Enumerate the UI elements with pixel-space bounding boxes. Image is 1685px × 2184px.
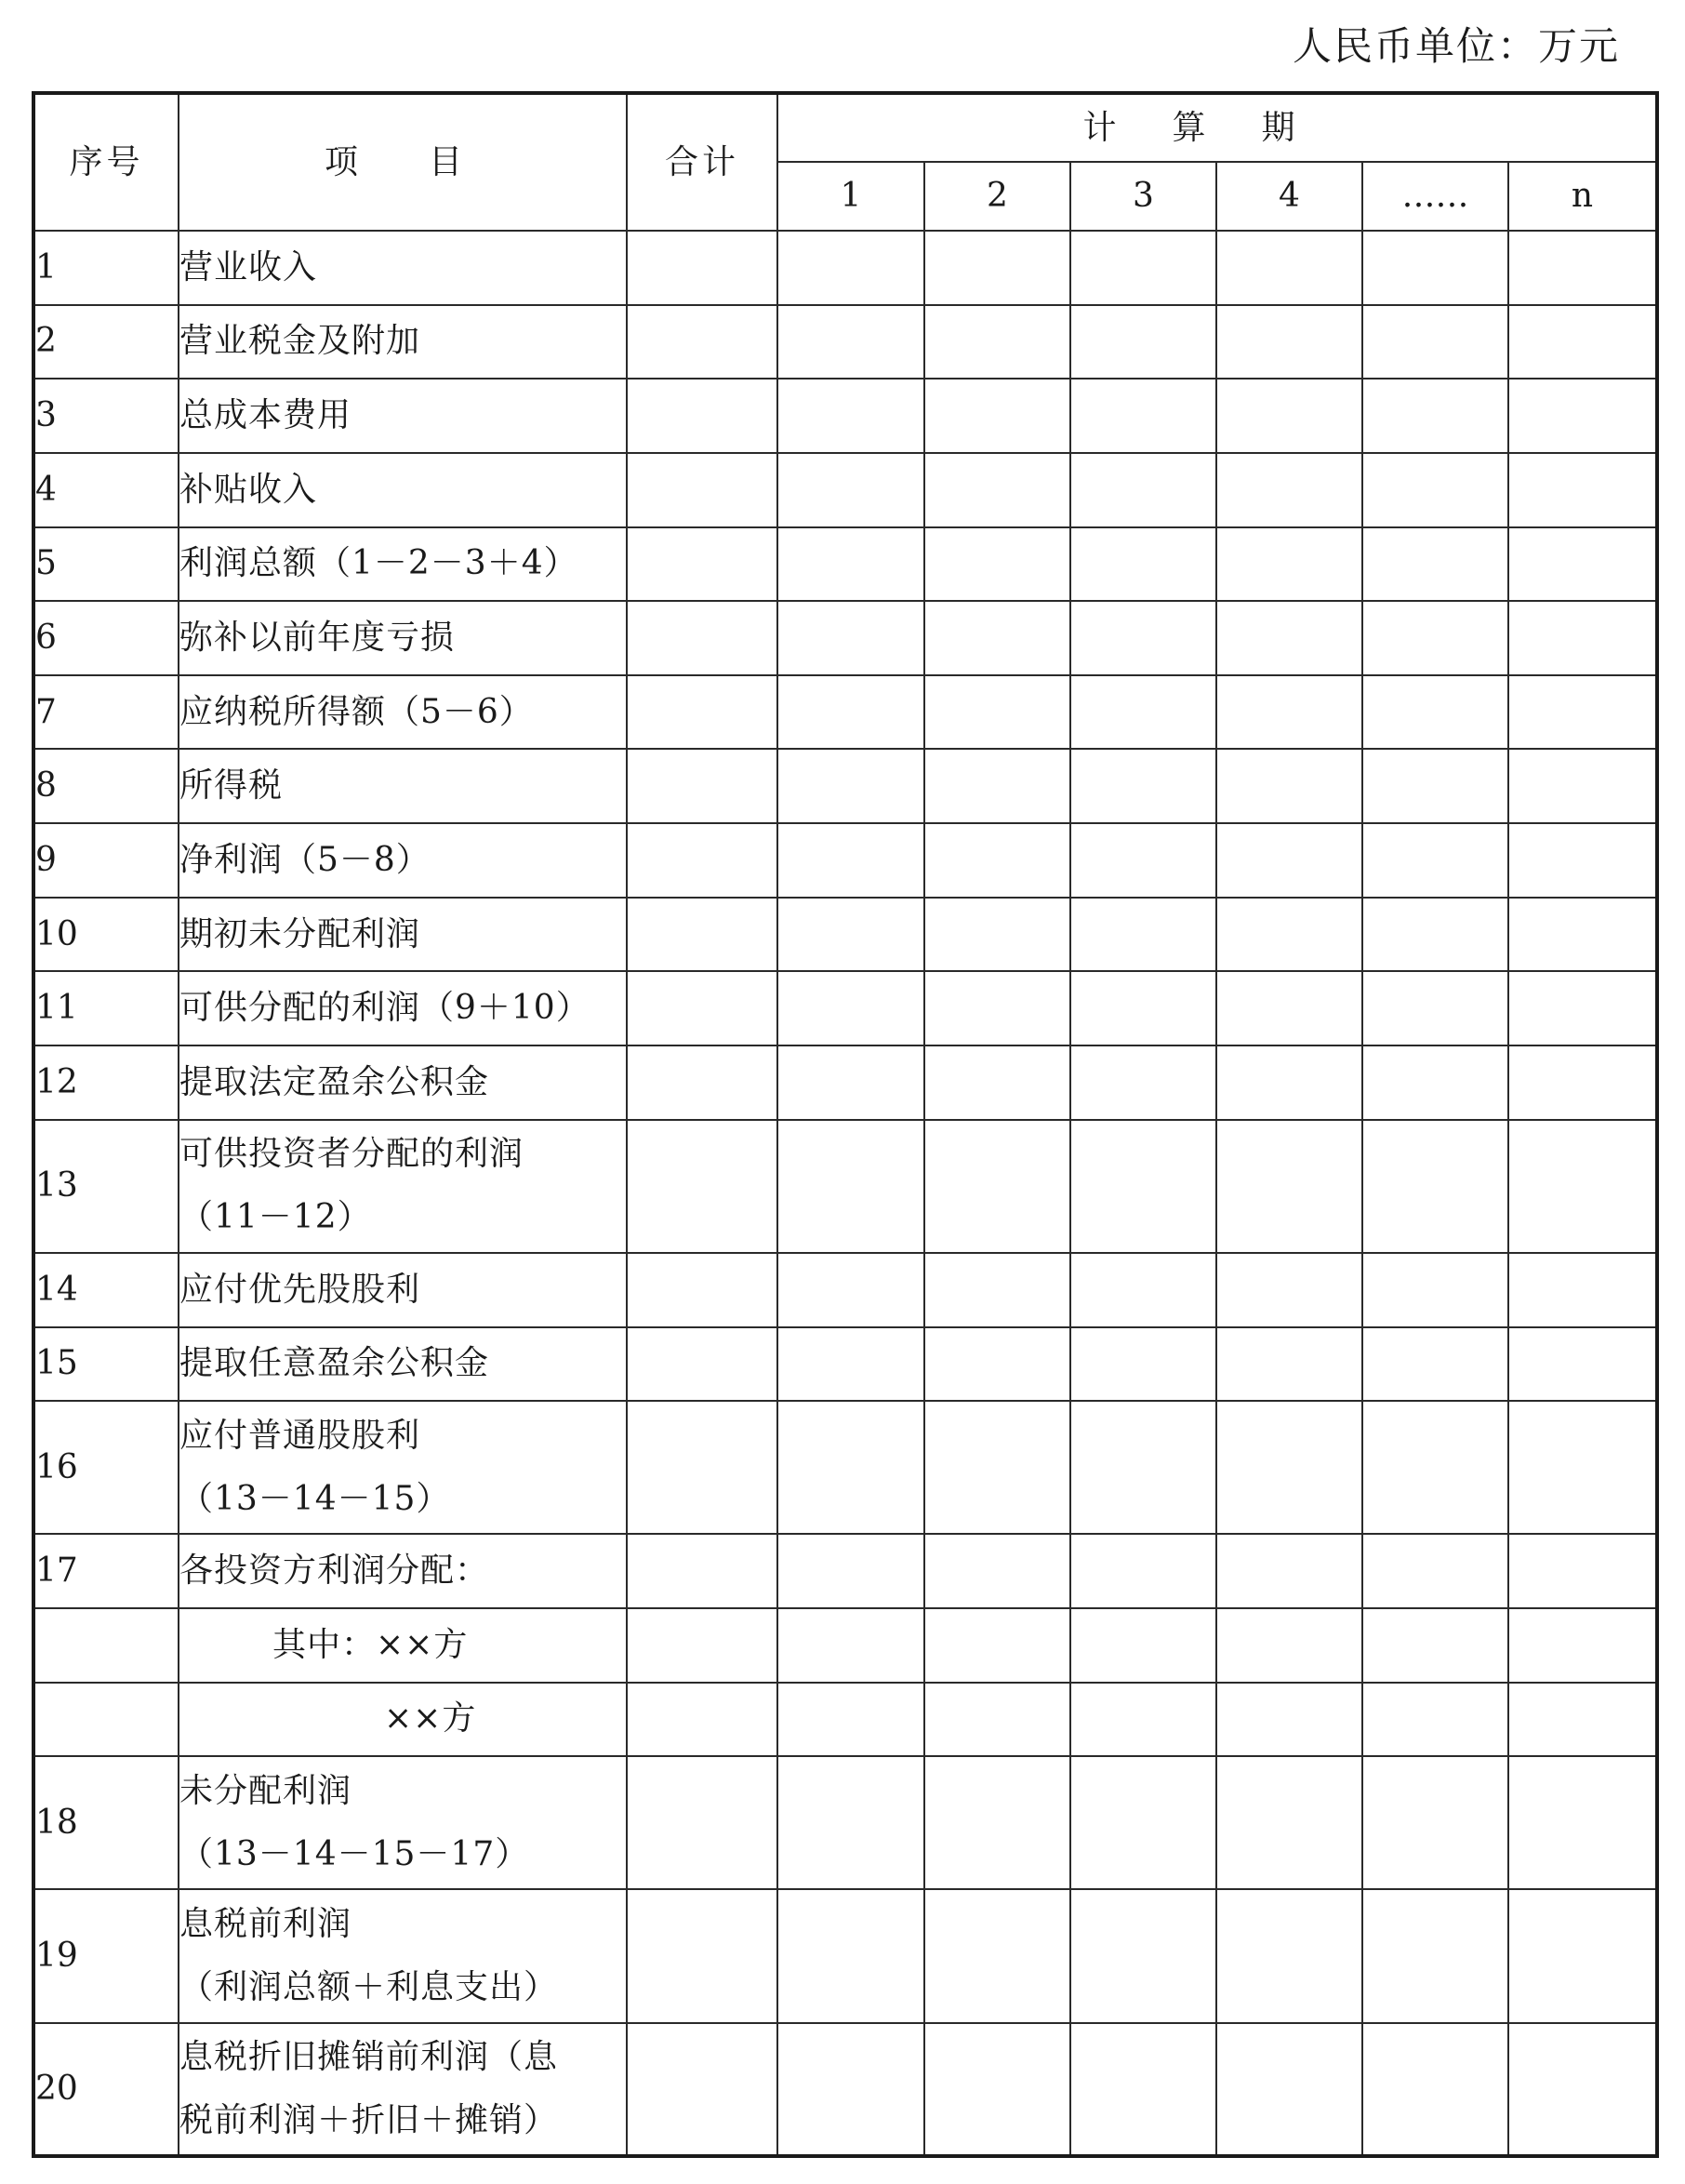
row-item (179, 1889, 627, 2022)
row-item (179, 823, 627, 898)
row-period-n-cell (1508, 1756, 1657, 1889)
header-period-3: 3 (1070, 162, 1216, 231)
row-period-3-cell (1070, 1253, 1216, 1327)
row-period-4-cell (1216, 971, 1362, 1045)
row-period-n-cell (1508, 1253, 1657, 1327)
row-period-3-cell (1070, 675, 1216, 750)
row-period-n-cell (1508, 1683, 1657, 1757)
row-seq: 11 (33, 971, 179, 1045)
row-item-line: 应付优先股股利 (179, 1270, 421, 1309)
row-period-n-cell (1508, 1889, 1657, 2022)
row-period-2-cell (924, 231, 1070, 305)
row-item-line: （13－14－15－17） (179, 1834, 530, 1873)
row-item-line: 税前利润＋折旧＋摊销） (179, 2100, 559, 2139)
row-period-2-cell (924, 898, 1070, 972)
row-period-1-cell (777, 971, 924, 1045)
row-period-ellipsis-cell (1362, 1608, 1508, 1683)
row-seq: 7 (33, 675, 179, 750)
row-period-2-cell (924, 379, 1070, 453)
header-period-ellipsis: …… (1362, 162, 1508, 231)
row-period-2-cell (924, 1045, 1070, 1120)
table-row (33, 601, 1657, 675)
row-period-4-cell (1216, 379, 1362, 453)
row-period-3-cell (1070, 823, 1216, 898)
row-item (179, 1608, 627, 1683)
row-period-2-cell (924, 1534, 1070, 1608)
row-total-cell (627, 823, 777, 898)
row-period-1-cell (777, 1253, 924, 1327)
row-period-2-cell (924, 1401, 1070, 1534)
row-total-cell (627, 1683, 777, 1757)
row-seq: 14 (33, 1253, 179, 1327)
row-period-4-cell (1216, 898, 1362, 972)
row-period-ellipsis-cell (1362, 453, 1508, 527)
row-item (179, 898, 627, 972)
row-total-cell (627, 1889, 777, 2022)
header-row-1 (33, 93, 1657, 162)
row-item-line: 总成本费用 (179, 396, 352, 435)
row-period-2-cell (924, 1683, 1070, 1757)
row-period-1-cell (777, 1608, 924, 1683)
row-item-line: 应付普通股股利 (179, 1416, 421, 1455)
row-item (179, 231, 627, 305)
row-total-cell (627, 971, 777, 1045)
row-seq: 10 (33, 898, 179, 972)
row-item (179, 453, 627, 527)
row-seq: 3 (33, 379, 179, 453)
row-period-ellipsis-cell (1362, 675, 1508, 750)
row-period-4-cell (1216, 601, 1362, 675)
row-item-line: 弥补以前年度亏损 (179, 619, 456, 658)
table-row (33, 898, 1657, 972)
row-seq: 5 (33, 527, 179, 602)
row-period-3-cell (1070, 1401, 1216, 1534)
row-period-1-cell (777, 749, 924, 823)
row-period-4-cell (1216, 1683, 1362, 1757)
row-period-1-cell (777, 453, 924, 527)
table-body (33, 231, 1657, 2156)
unit-note: 人民币单位：万元 (1292, 23, 1620, 69)
row-period-n-cell (1508, 749, 1657, 823)
row-period-n-cell (1508, 971, 1657, 1045)
row-period-n-cell (1508, 1401, 1657, 1534)
header-total: 合计 (627, 93, 777, 231)
row-period-1-cell (777, 1401, 924, 1534)
row-period-1-cell (777, 1120, 924, 1253)
row-period-2-cell (924, 675, 1070, 750)
row-period-2-cell (924, 1253, 1070, 1327)
row-period-n-cell (1508, 527, 1657, 602)
row-item (179, 379, 627, 453)
row-period-1-cell (777, 1045, 924, 1120)
row-item-line: 息税前利润 (179, 1904, 352, 1943)
row-period-3-cell (1070, 898, 1216, 972)
table-row (33, 231, 1657, 305)
row-period-ellipsis-cell (1362, 231, 1508, 305)
row-total-cell (627, 749, 777, 823)
row-period-1-cell (777, 601, 924, 675)
row-total-cell (627, 527, 777, 602)
row-period-n-cell (1508, 379, 1657, 453)
table-row (33, 1683, 1657, 1757)
row-period-3-cell (1070, 379, 1216, 453)
row-item (179, 1327, 627, 1402)
row-period-4-cell (1216, 749, 1362, 823)
row-total-cell (627, 898, 777, 972)
row-item (179, 527, 627, 602)
row-period-2-cell (924, 749, 1070, 823)
row-item-line: 营业收入 (179, 247, 318, 286)
row-period-ellipsis-cell (1362, 1045, 1508, 1120)
table-row (33, 1253, 1657, 1327)
row-period-3-cell (1070, 1327, 1216, 1402)
row-item-line: 可供投资者分配的利润 (179, 1135, 524, 1174)
row-item (179, 1401, 627, 1534)
row-period-3-cell (1070, 527, 1216, 602)
row-period-n-cell (1508, 898, 1657, 972)
row-period-2-cell (924, 453, 1070, 527)
row-period-3-cell (1070, 1756, 1216, 1889)
row-period-1-cell (777, 2023, 924, 2156)
table-row (33, 749, 1657, 823)
row-seq (33, 1608, 179, 1683)
row-total-cell (627, 379, 777, 453)
row-item (179, 1756, 627, 1889)
row-item (179, 1045, 627, 1120)
row-item (179, 749, 627, 823)
row-seq: 8 (33, 749, 179, 823)
row-period-ellipsis-cell (1362, 527, 1508, 602)
row-period-3-cell (1070, 1534, 1216, 1608)
row-total-cell (627, 2023, 777, 2156)
row-item-line: 息税折旧摊销前利润（息 (179, 2037, 559, 2076)
row-period-4-cell (1216, 823, 1362, 898)
row-period-2-cell (924, 1889, 1070, 2022)
row-item (179, 305, 627, 380)
row-seq: 19 (33, 1889, 179, 2022)
row-item-line: 应纳税所得额（5－6） (179, 692, 534, 731)
row-period-ellipsis-cell (1362, 1889, 1508, 2022)
row-item-line: 可供分配的利润（9＋10） (179, 989, 590, 1028)
row-seq: 6 (33, 601, 179, 675)
table-row (33, 1534, 1657, 1608)
row-period-n-cell (1508, 1534, 1657, 1608)
row-period-ellipsis-cell (1362, 1253, 1508, 1327)
row-period-ellipsis-cell (1362, 1327, 1508, 1402)
row-period-4-cell (1216, 1608, 1362, 1683)
row-seq: 9 (33, 823, 179, 898)
row-item (179, 675, 627, 750)
row-total-cell (627, 1608, 777, 1683)
row-period-1-cell (777, 527, 924, 602)
row-period-3-cell (1070, 971, 1216, 1045)
row-total-cell (627, 1756, 777, 1889)
row-total-cell (627, 1253, 777, 1327)
row-period-4-cell (1216, 1045, 1362, 1120)
row-item-line: 未分配利润 (179, 1771, 352, 1810)
row-period-1-cell (777, 305, 924, 380)
row-period-n-cell (1508, 1327, 1657, 1402)
row-period-2-cell (924, 823, 1070, 898)
row-period-4-cell (1216, 1253, 1362, 1327)
row-total-cell (627, 1327, 777, 1402)
table-row (33, 453, 1657, 527)
row-period-3-cell (1070, 1683, 1216, 1757)
row-period-3-cell (1070, 1120, 1216, 1253)
row-period-3-cell (1070, 231, 1216, 305)
row-period-3-cell (1070, 1889, 1216, 2022)
row-period-1-cell (777, 379, 924, 453)
row-period-4-cell (1216, 305, 1362, 380)
row-seq: 20 (33, 2023, 179, 2156)
row-period-4-cell (1216, 1401, 1362, 1534)
row-period-2-cell (924, 971, 1070, 1045)
row-period-2-cell (924, 1120, 1070, 1253)
row-item-line: （13－14－15） (179, 1479, 451, 1518)
row-total-cell (627, 305, 777, 380)
row-seq: 15 (33, 1327, 179, 1402)
table-row (33, 1756, 1657, 1889)
row-period-ellipsis-cell (1362, 1401, 1508, 1534)
header-period-2: 2 (924, 162, 1070, 231)
row-item-line: 补贴收入 (179, 470, 318, 509)
row-item-line: （11－12） (179, 1198, 372, 1237)
table-row (33, 379, 1657, 453)
header-item: 项 目 (179, 93, 627, 231)
table-row (33, 823, 1657, 898)
row-item (179, 1534, 627, 1608)
table-row (33, 1608, 1657, 1683)
row-period-4-cell (1216, 527, 1362, 602)
row-period-ellipsis-cell (1362, 749, 1508, 823)
profit-table (32, 91, 1659, 2158)
row-period-ellipsis-cell (1362, 898, 1508, 972)
row-period-3-cell (1070, 453, 1216, 527)
row-period-ellipsis-cell (1362, 1756, 1508, 1889)
row-period-1-cell (777, 1683, 924, 1757)
row-item (179, 1683, 627, 1757)
row-seq: 17 (33, 1534, 179, 1608)
row-item-line: 各投资方利润分配： (179, 1551, 490, 1591)
row-total-cell (627, 231, 777, 305)
row-period-3-cell (1070, 2023, 1216, 2156)
row-period-2-cell (924, 305, 1070, 380)
row-period-3-cell (1070, 749, 1216, 823)
row-period-ellipsis-cell (1362, 1534, 1508, 1608)
row-item (179, 1253, 627, 1327)
table-row (33, 305, 1657, 380)
row-period-1-cell (777, 675, 924, 750)
row-period-1-cell (777, 1756, 924, 1889)
header-period: 计算期 (777, 93, 1657, 162)
row-seq: 16 (33, 1401, 179, 1534)
row-item-line: 净利润（5－8） (179, 840, 431, 879)
row-total-cell (627, 1120, 777, 1253)
row-period-4-cell (1216, 453, 1362, 527)
row-period-2-cell (924, 1608, 1070, 1683)
row-period-n-cell (1508, 1608, 1657, 1683)
table-row (33, 971, 1657, 1045)
table-row (33, 1889, 1657, 2022)
row-period-ellipsis-cell (1362, 379, 1508, 453)
row-period-2-cell (924, 601, 1070, 675)
row-period-1-cell (777, 1327, 924, 1402)
row-item-line: 其中：××方 (272, 1625, 469, 1664)
row-period-2-cell (924, 1756, 1070, 1889)
row-period-4-cell (1216, 1534, 1362, 1608)
row-item-line: ××方 (384, 1699, 477, 1738)
row-period-3-cell (1070, 305, 1216, 380)
row-item-line: 所得税 (179, 766, 284, 806)
row-period-n-cell (1508, 231, 1657, 305)
table-row (33, 675, 1657, 750)
row-period-n-cell (1508, 675, 1657, 750)
row-period-ellipsis-cell (1362, 1120, 1508, 1253)
row-seq (33, 1683, 179, 1757)
row-period-1-cell (777, 231, 924, 305)
row-period-n-cell (1508, 305, 1657, 380)
row-seq: 13 (33, 1120, 179, 1253)
row-period-3-cell (1070, 1045, 1216, 1120)
row-period-n-cell (1508, 1120, 1657, 1253)
row-item (179, 971, 627, 1045)
row-period-n-cell (1508, 453, 1657, 527)
table-row (33, 1120, 1657, 1253)
table-row (33, 1401, 1657, 1534)
row-item-line: 提取任意盈余公积金 (179, 1344, 490, 1383)
row-seq: 1 (33, 231, 179, 305)
row-item (179, 2023, 627, 2156)
row-item-line: 提取法定盈余公积金 (179, 1062, 490, 1101)
header-period-n: n (1508, 162, 1657, 231)
table-row (33, 2023, 1657, 2156)
row-total-cell (627, 453, 777, 527)
row-period-1-cell (777, 1534, 924, 1608)
row-period-ellipsis-cell (1362, 305, 1508, 380)
row-period-3-cell (1070, 1608, 1216, 1683)
row-item-line: （利润总额＋利息支出） (179, 1967, 559, 2006)
row-period-4-cell (1216, 1889, 1362, 2022)
table-row (33, 527, 1657, 602)
row-item-line: 利润总额（1－2－3＋4） (179, 544, 578, 583)
row-period-n-cell (1508, 1045, 1657, 1120)
header-period-4: 4 (1216, 162, 1362, 231)
row-period-ellipsis-cell (1362, 971, 1508, 1045)
row-period-4-cell (1216, 231, 1362, 305)
row-item-line: 营业税金及附加 (179, 322, 421, 361)
row-seq: 18 (33, 1756, 179, 1889)
row-total-cell (627, 675, 777, 750)
row-period-4-cell (1216, 2023, 1362, 2156)
row-period-ellipsis-cell (1362, 2023, 1508, 2156)
row-item (179, 601, 627, 675)
row-item-line: 期初未分配利润 (179, 914, 421, 953)
row-period-n-cell (1508, 823, 1657, 898)
row-period-2-cell (924, 527, 1070, 602)
row-total-cell (627, 1045, 777, 1120)
row-period-n-cell (1508, 601, 1657, 675)
row-period-1-cell (777, 1889, 924, 2022)
row-period-4-cell (1216, 1756, 1362, 1889)
row-item (179, 1120, 627, 1253)
table-row (33, 1045, 1657, 1120)
row-period-ellipsis-cell (1362, 823, 1508, 898)
header-period-1: 1 (777, 162, 924, 231)
row-seq: 2 (33, 305, 179, 380)
row-period-1-cell (777, 823, 924, 898)
row-period-ellipsis-cell (1362, 601, 1508, 675)
row-total-cell (627, 1534, 777, 1608)
row-total-cell (627, 601, 777, 675)
row-period-4-cell (1216, 675, 1362, 750)
row-seq: 4 (33, 453, 179, 527)
row-period-1-cell (777, 898, 924, 972)
row-period-n-cell (1508, 2023, 1657, 2156)
row-period-2-cell (924, 2023, 1070, 2156)
header-seq: 序号 (33, 93, 179, 231)
row-period-3-cell (1070, 601, 1216, 675)
row-period-2-cell (924, 1327, 1070, 1402)
row-period-ellipsis-cell (1362, 1683, 1508, 1757)
row-seq: 12 (33, 1045, 179, 1120)
row-total-cell (627, 1401, 777, 1534)
row-period-4-cell (1216, 1327, 1362, 1402)
row-period-4-cell (1216, 1120, 1362, 1253)
table-row (33, 1327, 1657, 1402)
